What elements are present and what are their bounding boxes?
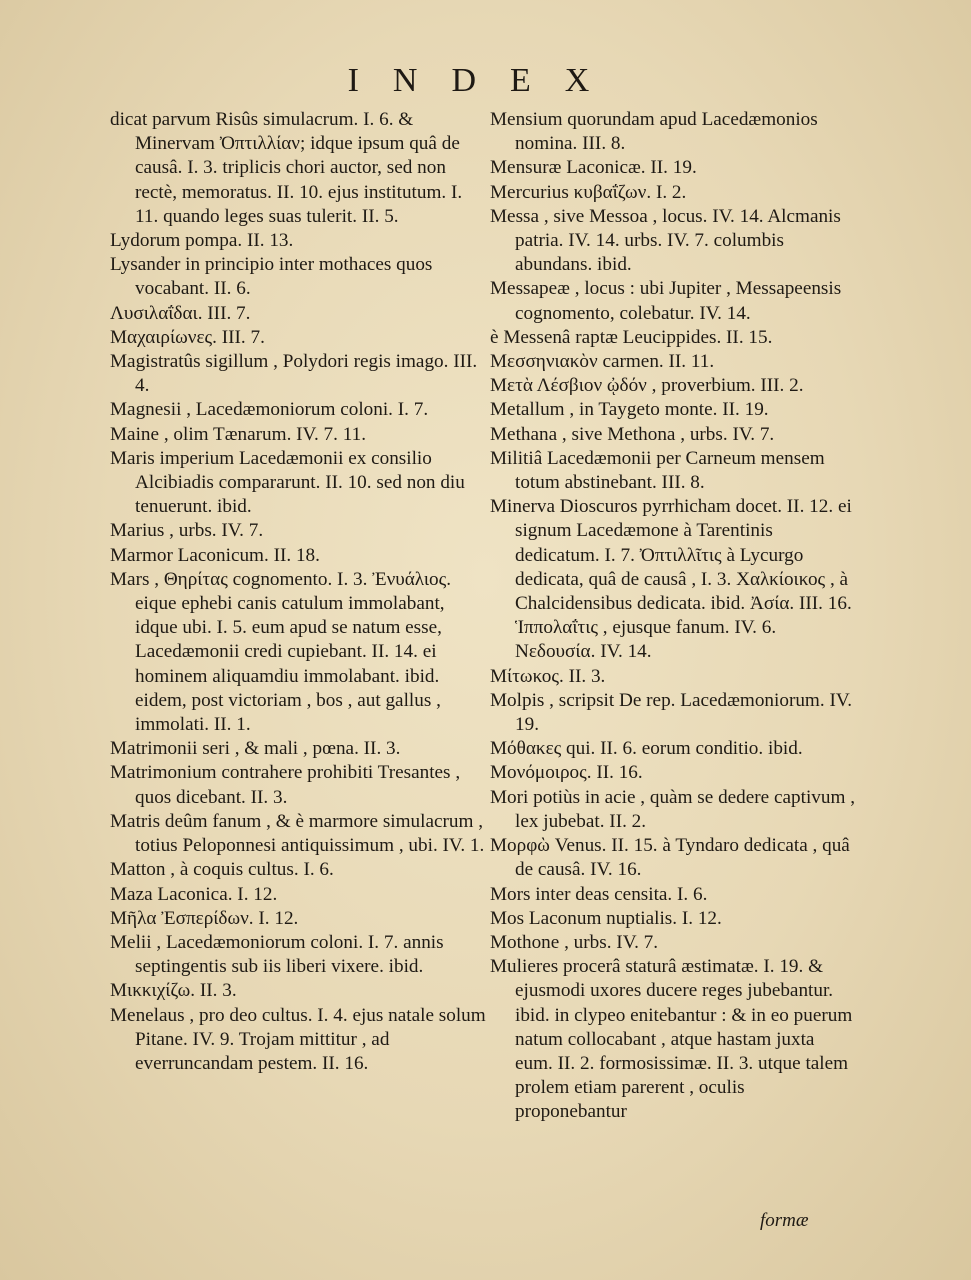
- index-entry: Militiâ Lacedæmonii per Carneum mensem totum abstinebant. III. 8.: [490, 447, 825, 494]
- index-entry: Μόθακες qui. II. 6. eorum conditio. ibid.: [490, 738, 803, 760]
- index-entry: Μῆλα Ἐσπερίδων. I. 12.: [110, 907, 299, 929]
- index-entry: Magistratûs sigillum , Polydori regis imago. III. 4.: [110, 351, 478, 397]
- index-entry: Mars , Θηρίτας cognomento. I. 3. Ἐνυάλιος. eique ephebi canis catulum immolabant, idque ubi. I. 5. eum apud se natum esse, Lacedæmonii credi cupiebant. II. 14. ei hominem aliquamdiu immolabant. ibid. eidem, post victoriam , bos , aut gallus , immolati. II. 1.: [110, 568, 452, 736]
- index-entry: Μετὰ Λέσβιον ᾠδόν , proverbium. III. 2.: [490, 375, 804, 397]
- index-entry: Marius , urbs. IV. 7.: [110, 520, 264, 542]
- index-entry: Mors inter deas censita. I. 6.: [490, 883, 708, 905]
- index-entry: Mensuræ Laconicæ. II. 19.: [490, 157, 697, 179]
- index-entry: Maza Laconica. I. 12.: [110, 883, 278, 905]
- index-entry: Messa , sive Messoa , locus. IV. 14. Alcmanis patria. IV. 14. urbs. IV. 7. columbis abundans. ibid.: [490, 205, 841, 276]
- index-entry: Lydorum pompa. II. 13.: [110, 230, 294, 252]
- index-entry: Messapeæ , locus : ubi Jupiter , Messapeensis cognomento, colebatur. IV. 14.: [490, 278, 842, 324]
- index-entry: Menelaus , pro deo cultus. I. 4. ejus natale solum Pitane. IV. 9. Trojam mittitur , ad everruncandam pestem. II. 16.: [110, 1004, 486, 1074]
- index-entry: Μίτωκος. II. 3.: [490, 665, 606, 687]
- index-entry: Metallum , in Taygeto monte. II. 19.: [490, 399, 769, 421]
- catchword: formæ: [760, 1210, 809, 1231]
- index-entry: Lysander in principio inter mothaces quos vocabant. II. 6.: [110, 254, 433, 300]
- index-entry: Magnesii , Lacedæmoniorum coloni. I. 7.: [110, 399, 429, 421]
- index-entry: Molpis , scripsit De rep. Lacedæmoniorum. IV. 19.: [490, 689, 853, 736]
- index-entry: Mercurius κυβαΐζων. I. 2.: [490, 181, 687, 203]
- index-entry: Μορφὼ Venus. II. 15. à Tyndaro dedicata , quâ de causâ. IV. 16.: [490, 835, 850, 881]
- index-entry: Maris imperium Lacedæmonii ex consilio Alcibiadis compararunt. II. 10. sed non diu tenuerunt. ibid.: [110, 447, 465, 518]
- page-title: INDEX: [347, 62, 624, 99]
- index-entry: Mensium quorundam apud Lacedæmonios nomina. III. 8.: [490, 109, 818, 155]
- index-entry: Mori potiùs in acie , quàm se dedere captivum , lex jubebat. II. 2.: [490, 786, 855, 832]
- index-entry: Matrimonium contrahere prohibiti Tresantes , quos dicebant. II. 3.: [110, 762, 461, 808]
- index-entry: Methana , sive Methona , urbs. IV. 7.: [490, 423, 775, 445]
- index-entry: Mothone , urbs. IV. 7.: [490, 931, 659, 953]
- index-entry: Mos Laconum nuptialis. I. 12.: [490, 907, 722, 929]
- index-entry: dicat parvum Risûs simulacrum. I. 6. & Minervam Ὀπτιλλίαν; idque ipsum quâ de causâ. I. 3. triplicis chori auctor, sed non rectè, memoratus. II. 10. ejus institutum. I. 11. quando leges suas tulerit. II. 5.: [110, 109, 463, 227]
- index-entry: Λυσιλαΐδαι. III. 7.: [110, 302, 251, 324]
- index-entry: Minerva Dioscuros pyrrhicham docet. II. 12. ei signum Lacedæmone à Tarentinis dedicatum. I. 7. Ὀπτιλλῖτις à Lycurgo dedicata, quâ de causâ , I. 3. Χαλκίοικος , à Chalcidensibus dedicata. ibid. Ἀσία. III. 16. Ἱππολαΐτις , ejusque fanum. IV. 6. Νεδουσία. IV. 14.: [490, 496, 852, 663]
- index-entry: Μαχαιρίωνες. III. 7.: [110, 326, 265, 348]
- index-entry: Matris deûm fanum , & è marmore simulacrum , totius Peloponnesi antiquissimum , ubi. IV. 1.: [110, 810, 485, 857]
- index-entry: è Messenâ raptæ Leucippides. II. 15.: [490, 326, 773, 348]
- index-entry: Μικκιχίζω. II. 3.: [110, 980, 237, 1002]
- index-column-left: [110, 108, 490, 1076]
- index-column-right: [490, 108, 855, 1125]
- index-entry: Melii , Lacedæmoniorum coloni. I. 7. annis septingentis sub iis liberi vixere. ibid.: [110, 931, 444, 978]
- index-entry: Μεσσηνιακὸν carmen. II. 11.: [490, 351, 715, 373]
- index-entry: Marmor Laconicum. II. 18.: [110, 544, 320, 566]
- index-entry: Mulieres procerâ staturâ æstimatæ. I. 19. & ejusmodi uxores ducere reges jubebantur. ibid. in clypeo enitebantur : & in eo puerum natum collocabant , atque hastam juxta eum. II. 2. formosissimæ. II. 3. utque talem prolem etiam parerent , oculis proponebantur: [490, 956, 853, 1123]
- index-entry: Maine , olim Tænarum. IV. 7. 11.: [110, 423, 366, 445]
- index-entry: Matton , à coquis cultus. I. 6.: [110, 859, 334, 881]
- index-entry: Μονόμοιρος. II. 16.: [490, 762, 643, 784]
- index-entry: Matrimonii seri , & mali , pœna. II. 3.: [110, 738, 401, 760]
